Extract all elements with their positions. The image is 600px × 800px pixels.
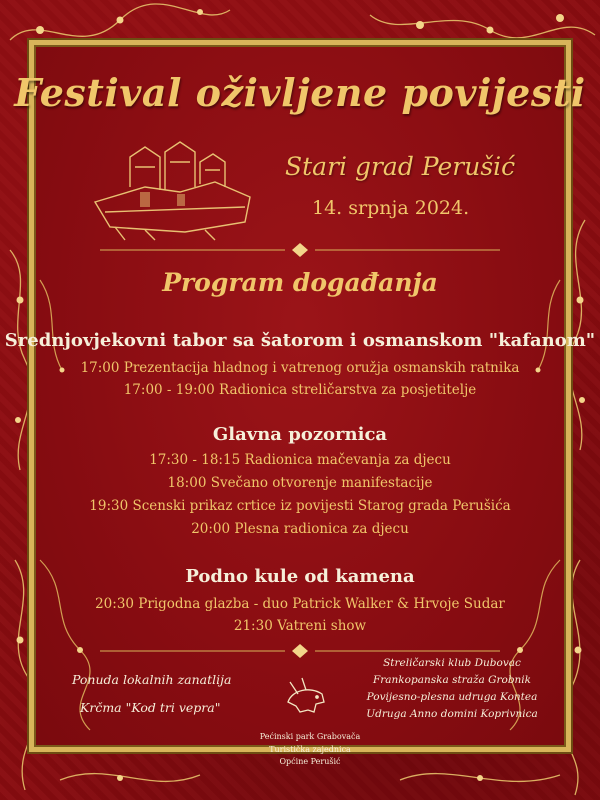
footer-left-line: Krčma "Kod tri vepra" (80, 700, 221, 715)
program-item: 20:30 Prigodna glazba - duo Patrick Walker & Hrvoje Sudar (95, 596, 505, 612)
program-item: 20:00 Plesna radionica za djecu (191, 521, 409, 537)
program-item: 18:00 Svečano otvorenje manifestacije (167, 475, 433, 491)
event-date: 14. srpnja 2024. (312, 197, 470, 219)
footer-right-line: Frankopanska straža Grobnik (372, 674, 532, 686)
boar-emblem-icon (280, 672, 330, 722)
program-item: 17:30 - 18:15 Radionica mačevanja za djecu (149, 452, 451, 468)
footer-right-line: Povijesno-plesna udruga Kontea (366, 691, 538, 703)
section-title: Glavna pozornica (212, 424, 388, 445)
section-title: Podno kule od kamena (185, 566, 415, 587)
program-heading: Program događanja (162, 268, 438, 297)
program-item: 21:30 Vatreni show (233, 618, 367, 634)
location-title: Stari grad Perušić (285, 152, 516, 181)
program-item: 17:00 - 19:00 Radionica streličarstva za posjetitelje (123, 382, 477, 398)
footer-left-line: Ponuda lokalnih zanatlija (72, 672, 232, 687)
festival-title: Festival oživljene povijesti (14, 70, 586, 115)
footer-center-line: Općine Perušić (279, 757, 341, 766)
program-item: 19:30 Scenski prikaz crtice iz povijesti Starog grada Perušića (89, 498, 511, 514)
castle-drawing-icon (85, 132, 265, 242)
footer-right-line: Udruga Anno domini Koprivnica (366, 708, 538, 720)
program-item: 17:00 Prezentacija hladnog i vatrenog oružja osmanskih ratnika (80, 360, 520, 376)
diamond-divider-icon (100, 243, 500, 257)
diamond-divider-icon (100, 644, 500, 658)
footer-center-line: Turistička zajednica (269, 745, 351, 754)
section-title: Srednjovjekovni tabor sa šatorom i osmanskom "kafanom" (4, 330, 596, 351)
footer-right-line: Streličarski klub Dubovac (383, 657, 521, 669)
footer-center-line: Pećinski park Grabovača (259, 732, 361, 741)
